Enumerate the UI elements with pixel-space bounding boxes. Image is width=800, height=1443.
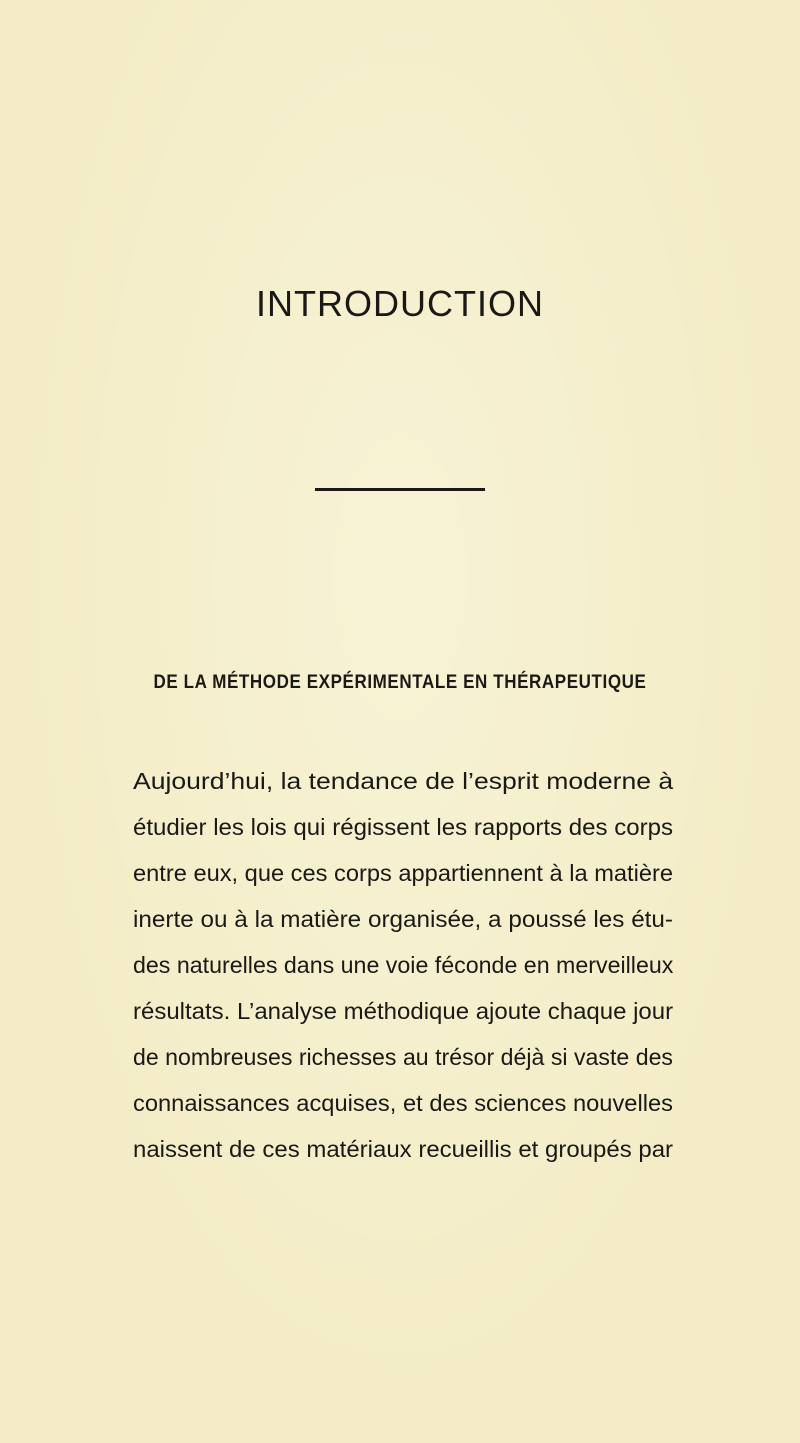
text-line: de nombreuses richesses au trésor déjà si vaste des: [133, 1044, 673, 1070]
text-line: résultats. L’analyse méthodique ajoute chaque jour: [133, 998, 674, 1024]
section-subtitle: DE LA MÉTHODE EXPÉRIMENTALE EN THÉRAPEUTIQUE: [153, 670, 647, 693]
text-line: étudier les lois qui régissent les rapports des corps: [133, 814, 673, 840]
text-line: connaissances acquises, et des sciences nouvelles: [133, 1090, 673, 1116]
text-line: des naturelles dans une voie féconde en merveilleux: [133, 952, 674, 978]
text-line: entre eux, que ces corps appartiennent à la matière: [133, 860, 673, 886]
body-paragraph: [133, 758, 673, 1172]
text-line: naissent de ces matériaux recueillis et groupés par: [133, 1136, 674, 1162]
text-line: inerte ou à la matière organisée, a poussé les étu-: [133, 906, 673, 932]
text-line: Aujourd’hui, la tendance de l’esprit moderne à: [133, 768, 674, 794]
title-rule: [315, 488, 485, 491]
chapter-title: INTRODUCTION: [256, 283, 544, 324]
